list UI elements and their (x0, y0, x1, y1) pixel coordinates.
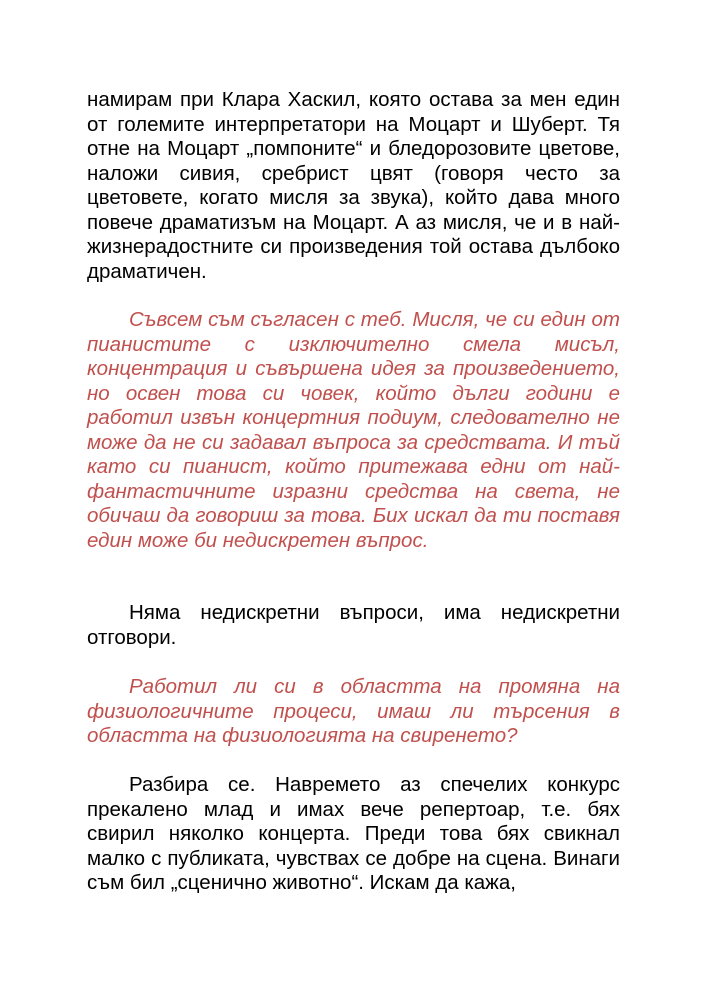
question-paragraph-physiology: Работил ли си в областта на промяна на физиологичните процеси, имаш ли търсения в областта на физиологията на свиренето? (87, 675, 620, 747)
answer-paragraph-continued: намирам при Клара Хаскил, която остава за мен един от големите интерпретатори на Моцарт и Шуберт. Тя отне на Моцарт „помпоните“ и бледорозовите цветове, наложи сивия, сребрист цвят (говоря често за цветовете, когато мисля за звука), който дава много повече драматизъм на Моцарт. А аз мисля, че и в най-жизнерадостните си произведения той остава дълбоко драматичен. (87, 88, 620, 283)
question-paragraph-means: Съвсем съм съгласен с теб. Мисля, че си един от пианистите с изключително смела мисъл, концентрация и съвършена идея за произведението, но освен това си човек, който дълги години е работил извън концертния подиум, следователно не може да не си задавал въпроса за средствата. И тъй като си пианист, който притежава едни от най-фантастичните изразни средства на света, не обичаш да говориш за това. Бих искал да ти поставя един може би недискретен въпрос. (87, 308, 620, 552)
answer-paragraph-competition: Разбира се. Навремето аз спечелих конкурс прекалено млад и имах вече репертоар, т.е. бях свирил няколко концерта. Преди това бях свикнал малко с публиката, чувствах се добре на сцена. Винаги съм бил „сценично животно“. Искам да кажа, (87, 773, 620, 894)
answer-paragraph-indiscreet: Няма недискретни въпроси, има недискретни отговори. (87, 601, 620, 649)
